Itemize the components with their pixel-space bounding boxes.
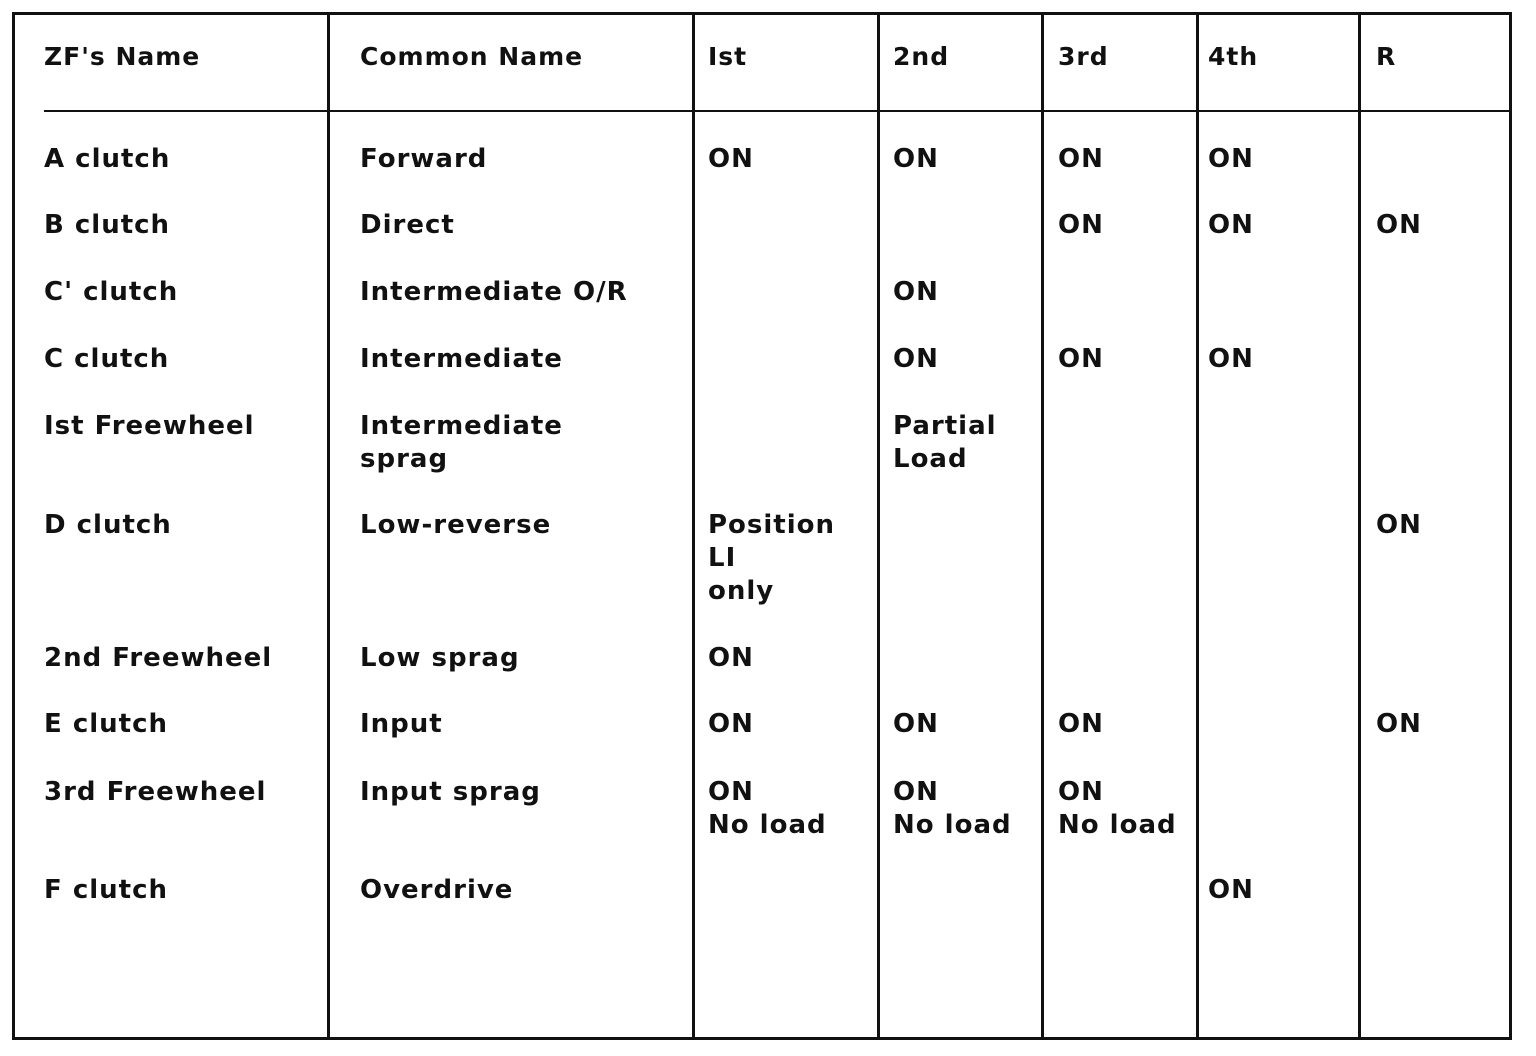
cell-zf-name: D clutch xyxy=(44,510,172,540)
header-r: R xyxy=(1376,42,1397,71)
header-zf-name: ZF's Name xyxy=(44,42,201,71)
cell-common-name: Intermediate xyxy=(360,344,563,374)
cell-zf-name: C' clutch xyxy=(44,277,179,307)
cell-ist: ON No load xyxy=(708,777,827,840)
header-ist: Ist xyxy=(708,42,748,71)
cell-zf-name: 3rd Freewheel xyxy=(44,777,267,807)
column-divider xyxy=(877,14,880,1038)
cell-common-name: Low sprag xyxy=(360,643,520,673)
cell-ist: Position LI only xyxy=(708,510,836,606)
cell-3rd: ON xyxy=(1058,709,1104,739)
cell-3rd: ON xyxy=(1058,144,1104,174)
cell-2nd: ON No load xyxy=(893,777,1012,840)
cell-3rd: ON xyxy=(1058,344,1104,374)
cell-4th: ON xyxy=(1208,344,1254,374)
cell-common-name: Forward xyxy=(360,144,488,174)
cell-ist: ON xyxy=(708,709,754,739)
cell-r: ON xyxy=(1376,709,1422,739)
column-divider xyxy=(692,14,695,1038)
cell-common-name: Input xyxy=(360,709,443,739)
cell-2nd: ON xyxy=(893,709,939,739)
cell-r: ON xyxy=(1376,510,1422,540)
cell-r: ON xyxy=(1376,210,1422,240)
cell-zf-name: E clutch xyxy=(44,709,168,739)
cell-common-name: Input sprag xyxy=(360,777,541,807)
cell-ist: ON xyxy=(708,643,754,673)
header-rule xyxy=(44,110,1510,112)
column-divider xyxy=(1358,14,1361,1038)
cell-common-name: Low-reverse xyxy=(360,510,552,540)
cell-4th: ON xyxy=(1208,875,1254,905)
cell-zf-name: Ist Freewheel xyxy=(44,411,255,441)
cell-zf-name: B clutch xyxy=(44,210,171,240)
cell-zf-name: 2nd Freewheel xyxy=(44,643,273,673)
column-divider xyxy=(1041,14,1044,1038)
cell-3rd: ON No load xyxy=(1058,777,1177,840)
cell-zf-name: A clutch xyxy=(44,144,171,174)
cell-3rd: ON xyxy=(1058,210,1104,240)
cell-zf-name: F clutch xyxy=(44,875,168,905)
cell-zf-name: C clutch xyxy=(44,344,170,374)
header-3rd: 3rd xyxy=(1058,42,1109,71)
cell-2nd: Partial Load xyxy=(893,411,997,474)
cell-ist: ON xyxy=(708,144,754,174)
cell-common-name: Intermediate O/R xyxy=(360,277,628,307)
cell-common-name: Intermediate sprag xyxy=(360,411,563,474)
cell-4th: ON xyxy=(1208,210,1254,240)
header-common-name: Common Name xyxy=(360,42,584,71)
header-4th: 4th xyxy=(1208,42,1259,71)
header-2nd: 2nd xyxy=(893,42,950,71)
column-divider xyxy=(1196,14,1199,1038)
column-divider xyxy=(327,14,330,1038)
cell-2nd: ON xyxy=(893,344,939,374)
cell-4th: ON xyxy=(1208,144,1254,174)
cell-2nd: ON xyxy=(893,277,939,307)
cell-common-name: Overdrive xyxy=(360,875,514,905)
cell-2nd: ON xyxy=(893,144,939,174)
cell-common-name: Direct xyxy=(360,210,455,240)
